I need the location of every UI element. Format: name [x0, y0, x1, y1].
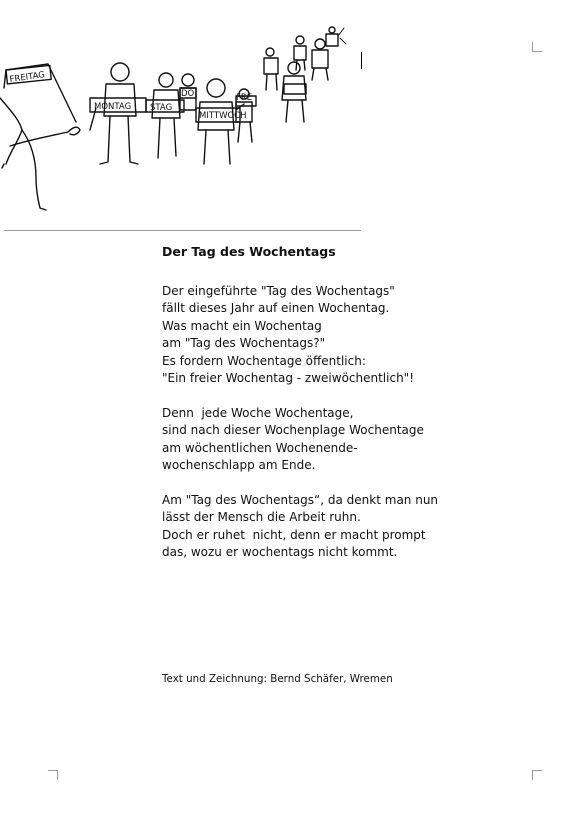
poem-line: am "Tag des Wochentags?" — [162, 336, 326, 351]
poem-line: Denn jede Woche Wochentage, — [162, 405, 354, 420]
poem-line: am wöchentlichen Wochenende- — [162, 440, 358, 455]
poem-line: sind nach dieser Wochenplage Wochentage — [162, 423, 424, 438]
poem-line: Der eingeführte "Tag des Wochentags" — [162, 284, 395, 298]
montag-figure — [90, 63, 146, 164]
poem-line: "Ein freier Wochentag - zweiwöchentlich"! — [162, 371, 415, 386]
weekday-parade-illustration — [0, 18, 380, 218]
poem-line: Am "Tag des Wochentags“, da denkt man nun — [162, 492, 439, 507]
freitag-figure — [0, 64, 80, 210]
poem-title: Der Tag des Wochentags — [162, 244, 336, 259]
poem-line: Doch er ruhet nicht, denn er macht prompt — [162, 527, 426, 542]
receding-figures — [236, 27, 346, 142]
sign-dienstag: STAG — [150, 103, 173, 113]
crop-mark-top-right — [532, 42, 542, 52]
sign-montag: MONTAG — [94, 102, 132, 112]
poem-line: fällt dieses Jahr auf einen Wochentag. — [162, 301, 390, 316]
poem-stanza — [162, 283, 492, 387]
dienstag-figure — [146, 73, 184, 158]
poem-line: Es fordern Wochentage öffentlich: — [162, 353, 366, 368]
poem-line: Was macht ein Wochentag — [162, 318, 322, 333]
poem-body — [162, 283, 492, 579]
poem-line: das, wozu er wochentags nicht kommt. — [162, 545, 398, 560]
author-credit: Text und Zeichnung: Bernd Schäfer, Wremen — [162, 673, 393, 685]
poem-line: wochenschlapp am Ende. — [162, 458, 316, 473]
sign-donnerstag: DO — [181, 89, 195, 99]
sign-mittwoch: MITTWOCH — [199, 111, 247, 121]
poem-stanza — [162, 492, 492, 562]
sign-freitag-small: FRE — [236, 93, 253, 103]
poem-stanza — [162, 405, 492, 475]
crop-mark-bottom-right — [532, 770, 542, 780]
donnerstag-figure — [180, 74, 196, 110]
horizontal-rule — [4, 230, 361, 231]
sign-freitag: FREITAG — [9, 70, 46, 85]
crop-mark-bottom-left — [48, 770, 58, 780]
poem-line: lässt der Mensch die Arbeit ruhn. — [162, 510, 361, 525]
